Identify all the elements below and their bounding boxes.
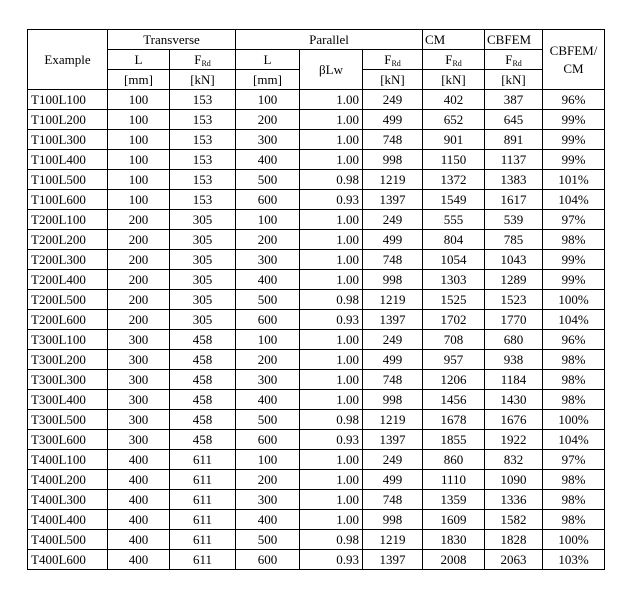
cell-example: T400L100: [28, 450, 108, 470]
cell-example: T200L400: [28, 270, 108, 290]
header-rd-subscript: Rd: [201, 58, 211, 68]
table-row: [28, 190, 605, 210]
cell-beta-lw: 1.00: [300, 450, 363, 470]
cell-ratio: 99%: [543, 150, 605, 170]
cell-transverse-frd: 611: [170, 470, 236, 490]
cell-transverse-length: 300: [108, 330, 170, 350]
cell-transverse-length: 200: [108, 230, 170, 250]
cell-cm-frd: 1702: [423, 310, 485, 330]
cell-parallel-frd: 249: [363, 450, 423, 470]
cell-cbfem-frd: 1090: [485, 470, 543, 490]
cell-transverse-length: 100: [108, 150, 170, 170]
cell-beta-lw: 1.00: [300, 490, 363, 510]
table-row: [28, 230, 605, 250]
cell-cbfem-frd: 539: [485, 210, 543, 230]
cell-beta-lw: 1.00: [300, 90, 363, 110]
cell-cm-frd: 1609: [423, 510, 485, 530]
header-rd-subscript: Rd: [512, 58, 522, 68]
cell-cbfem-frd: 1184: [485, 370, 543, 390]
cell-example: T200L500: [28, 290, 108, 310]
cell-example: T200L100: [28, 210, 108, 230]
table-row: [28, 430, 605, 450]
cell-cm-frd: 1830: [423, 530, 485, 550]
cell-transverse-length: 300: [108, 430, 170, 450]
cell-cbfem-frd: 1430: [485, 390, 543, 410]
cell-ratio: 101%: [543, 170, 605, 190]
cell-transverse-frd: 305: [170, 310, 236, 330]
cell-cbfem-frd: 1617: [485, 190, 543, 210]
cell-transverse-length: 200: [108, 290, 170, 310]
cell-cm-frd: 402: [423, 90, 485, 110]
cell-cbfem-frd: 1043: [485, 250, 543, 270]
cell-transverse-frd: 458: [170, 370, 236, 390]
cell-example: T300L200: [28, 350, 108, 370]
cell-ratio: 103%: [543, 550, 605, 570]
cell-transverse-length: 400: [108, 470, 170, 490]
cell-beta-lw: 1.00: [300, 470, 363, 490]
cell-beta-lw: 1.00: [300, 130, 363, 150]
cell-example: T200L600: [28, 310, 108, 330]
cell-cbfem-frd: 1922: [485, 430, 543, 450]
cell-cm-frd: 1303: [423, 270, 485, 290]
cell-parallel-frd: 998: [363, 510, 423, 530]
cell-transverse-length: 400: [108, 530, 170, 550]
table-header: [28, 30, 605, 90]
cell-beta-lw: 1.00: [300, 250, 363, 270]
cell-cbfem-frd: 1289: [485, 270, 543, 290]
cell-parallel-length: 500: [236, 290, 300, 310]
cell-parallel-length: 400: [236, 510, 300, 530]
cell-ratio: 99%: [543, 270, 605, 290]
table-row: [28, 270, 605, 290]
cell-parallel-frd: 998: [363, 270, 423, 290]
header-transverse-frd: [170, 50, 236, 70]
header-cm: CM: [423, 30, 485, 50]
table-row: [28, 510, 605, 530]
cell-transverse-frd: 305: [170, 230, 236, 250]
cell-parallel-length: 200: [236, 230, 300, 250]
cell-parallel-length: 100: [236, 330, 300, 350]
cell-example: T100L600: [28, 190, 108, 210]
header-cm-frd: [423, 50, 485, 70]
cell-beta-lw: 1.00: [300, 150, 363, 170]
cell-parallel-frd: 1219: [363, 530, 423, 550]
cell-transverse-length: 200: [108, 310, 170, 330]
header-unit-mm: [mm]: [108, 70, 170, 90]
cell-parallel-length: 100: [236, 450, 300, 470]
cell-beta-lw: 1.00: [300, 510, 363, 530]
cell-ratio: 98%: [543, 230, 605, 250]
cell-ratio: 98%: [543, 390, 605, 410]
cell-cm-frd: 1855: [423, 430, 485, 450]
cell-example: T400L600: [28, 550, 108, 570]
header-unit-mm: [mm]: [236, 70, 300, 90]
cell-parallel-frd: 1397: [363, 190, 423, 210]
cell-cm-frd: 1678: [423, 410, 485, 430]
cell-example: T200L200: [28, 230, 108, 250]
header-unit-kn: [kN]: [363, 70, 423, 90]
cell-parallel-length: 400: [236, 150, 300, 170]
cell-transverse-frd: 611: [170, 530, 236, 550]
cell-parallel-length: 200: [236, 110, 300, 130]
cell-parallel-length: 300: [236, 490, 300, 510]
header-unit-kn: [kN]: [423, 70, 485, 90]
results-table: [27, 29, 605, 570]
cell-parallel-frd: 249: [363, 330, 423, 350]
cell-cbfem-frd: 832: [485, 450, 543, 470]
cell-parallel-frd: 499: [363, 470, 423, 490]
table-row: [28, 210, 605, 230]
cell-ratio: 98%: [543, 490, 605, 510]
cell-transverse-frd: 611: [170, 550, 236, 570]
cell-ratio: 96%: [543, 330, 605, 350]
table-body: [28, 90, 605, 570]
cell-parallel-length: 500: [236, 410, 300, 430]
cell-transverse-frd: 153: [170, 110, 236, 130]
cell-parallel-length: 600: [236, 310, 300, 330]
table-row: [28, 390, 605, 410]
cell-cm-frd: 860: [423, 450, 485, 470]
cell-beta-lw: 0.93: [300, 310, 363, 330]
cell-transverse-length: 300: [108, 350, 170, 370]
cell-beta-lw: 0.98: [300, 170, 363, 190]
cell-beta-lw: 0.98: [300, 530, 363, 550]
table-row: [28, 450, 605, 470]
cell-transverse-length: 100: [108, 110, 170, 130]
header-unit-kn: [kN]: [485, 70, 543, 90]
cell-ratio: 100%: [543, 530, 605, 550]
cell-parallel-length: 600: [236, 190, 300, 210]
cell-parallel-length: 400: [236, 270, 300, 290]
cell-cm-frd: 1456: [423, 390, 485, 410]
cell-transverse-frd: 153: [170, 170, 236, 190]
table-row: [28, 550, 605, 570]
cell-parallel-frd: 1397: [363, 550, 423, 570]
cell-parallel-frd: 1219: [363, 170, 423, 190]
header-transverse: Transverse: [108, 30, 236, 50]
table-row: [28, 130, 605, 150]
cell-cbfem-frd: 1523: [485, 290, 543, 310]
cell-cbfem-frd: 1383: [485, 170, 543, 190]
cell-beta-lw: 0.98: [300, 290, 363, 310]
cell-ratio: 99%: [543, 110, 605, 130]
cell-example: T100L300: [28, 130, 108, 150]
cell-parallel-frd: 499: [363, 230, 423, 250]
table-row: [28, 410, 605, 430]
cell-parallel-length: 600: [236, 430, 300, 450]
cell-beta-lw: 0.93: [300, 430, 363, 450]
cell-transverse-length: 400: [108, 550, 170, 570]
cell-transverse-frd: 458: [170, 350, 236, 370]
cell-parallel-frd: 998: [363, 390, 423, 410]
cell-parallel-frd: 1219: [363, 410, 423, 430]
cell-ratio: 99%: [543, 130, 605, 150]
cell-cbfem-frd: 387: [485, 90, 543, 110]
cell-beta-lw: 1.00: [300, 210, 363, 230]
cell-cbfem-frd: 785: [485, 230, 543, 250]
cell-parallel-length: 600: [236, 550, 300, 570]
header-rd-subscript: Rd: [452, 58, 462, 68]
cell-cm-frd: 1110: [423, 470, 485, 490]
table-row: [28, 490, 605, 510]
cell-beta-lw: 0.93: [300, 190, 363, 210]
header-parallel-frd: [363, 50, 423, 70]
cell-parallel-frd: 748: [363, 250, 423, 270]
cell-parallel-length: 100: [236, 90, 300, 110]
cell-transverse-length: 100: [108, 190, 170, 210]
table-row: [28, 350, 605, 370]
cell-parallel-frd: 748: [363, 370, 423, 390]
cell-cm-frd: 2008: [423, 550, 485, 570]
cell-cbfem-frd: 680: [485, 330, 543, 350]
cell-example: T300L500: [28, 410, 108, 430]
cell-ratio: 98%: [543, 370, 605, 390]
cell-transverse-frd: 305: [170, 270, 236, 290]
cell-example: T300L300: [28, 370, 108, 390]
cell-parallel-length: 500: [236, 170, 300, 190]
cell-transverse-length: 200: [108, 210, 170, 230]
header-rd-subscript: Rd: [391, 58, 401, 68]
cell-parallel-frd: 748: [363, 130, 423, 150]
cell-beta-lw: 1.00: [300, 390, 363, 410]
cell-cbfem-frd: 891: [485, 130, 543, 150]
cell-ratio: 98%: [543, 510, 605, 530]
cell-ratio: 104%: [543, 310, 605, 330]
cell-parallel-length: 100: [236, 210, 300, 230]
cell-transverse-frd: 153: [170, 90, 236, 110]
cell-example: T100L200: [28, 110, 108, 130]
table-row: [28, 310, 605, 330]
header-f-symbol: F: [194, 51, 202, 67]
cell-transverse-length: 200: [108, 250, 170, 270]
cell-beta-lw: 0.93: [300, 550, 363, 570]
cell-transverse-length: 400: [108, 510, 170, 530]
cell-parallel-frd: 998: [363, 150, 423, 170]
cell-cm-frd: 804: [423, 230, 485, 250]
header-ratio-line1: CBFEM/: [549, 42, 598, 58]
cell-cm-frd: 901: [423, 130, 485, 150]
cell-parallel-length: 500: [236, 530, 300, 550]
cell-beta-lw: 0.98: [300, 410, 363, 430]
cell-parallel-frd: 1219: [363, 290, 423, 310]
cell-ratio: 100%: [543, 410, 605, 430]
cell-parallel-length: 200: [236, 470, 300, 490]
cell-transverse-frd: 611: [170, 510, 236, 530]
header-cbfem: CBFEM: [485, 30, 543, 50]
cell-beta-lw: 1.00: [300, 110, 363, 130]
cell-ratio: 97%: [543, 210, 605, 230]
cell-cm-frd: 652: [423, 110, 485, 130]
table-row: [28, 150, 605, 170]
header-cbfem-frd: [485, 50, 543, 70]
table-row: [28, 170, 605, 190]
cell-example: T400L400: [28, 510, 108, 530]
cell-cm-frd: 1549: [423, 190, 485, 210]
cell-cm-frd: 1359: [423, 490, 485, 510]
cell-transverse-frd: 458: [170, 390, 236, 410]
cell-parallel-length: 300: [236, 250, 300, 270]
header-transverse-length: L: [108, 50, 170, 70]
cell-example: T100L400: [28, 150, 108, 170]
cell-transverse-length: 300: [108, 410, 170, 430]
cell-example: T300L600: [28, 430, 108, 450]
cell-example: T400L200: [28, 470, 108, 490]
cell-cm-frd: 555: [423, 210, 485, 230]
cell-transverse-length: 400: [108, 490, 170, 510]
cell-cm-frd: 1525: [423, 290, 485, 310]
cell-ratio: 104%: [543, 430, 605, 450]
cell-cbfem-frd: 1582: [485, 510, 543, 530]
cell-parallel-frd: 249: [363, 210, 423, 230]
header-beta-lw: βLw: [300, 50, 363, 90]
cell-transverse-frd: 611: [170, 450, 236, 470]
cell-transverse-frd: 153: [170, 130, 236, 150]
header-f-symbol: F: [384, 51, 392, 67]
cell-transverse-length: 300: [108, 370, 170, 390]
cell-parallel-frd: 499: [363, 110, 423, 130]
table-row: [28, 330, 605, 350]
cell-example: T100L100: [28, 90, 108, 110]
table-row: [28, 370, 605, 390]
cell-parallel-length: 300: [236, 130, 300, 150]
header-parallel: Parallel: [236, 30, 423, 50]
cell-example: T200L300: [28, 250, 108, 270]
cell-transverse-frd: 305: [170, 210, 236, 230]
cell-transverse-frd: 305: [170, 290, 236, 310]
table-row: [28, 90, 605, 110]
cell-parallel-length: 300: [236, 370, 300, 390]
cell-cm-frd: 957: [423, 350, 485, 370]
cell-beta-lw: 1.00: [300, 230, 363, 250]
cell-ratio: 100%: [543, 290, 605, 310]
cell-transverse-frd: 153: [170, 190, 236, 210]
cell-transverse-length: 400: [108, 450, 170, 470]
table-row: [28, 250, 605, 270]
cell-transverse-length: 300: [108, 390, 170, 410]
cell-cbfem-frd: 2063: [485, 550, 543, 570]
header-unit-kn: [kN]: [170, 70, 236, 90]
cell-example: T300L100: [28, 330, 108, 350]
cell-transverse-length: 200: [108, 270, 170, 290]
cell-ratio: 97%: [543, 450, 605, 470]
cell-cm-frd: 708: [423, 330, 485, 350]
cell-ratio: 98%: [543, 350, 605, 370]
cell-parallel-frd: 1397: [363, 310, 423, 330]
cell-cbfem-frd: 1828: [485, 530, 543, 550]
header-ratio: [543, 30, 605, 90]
cell-cm-frd: 1054: [423, 250, 485, 270]
cell-parallel-frd: 748: [363, 490, 423, 510]
cell-cm-frd: 1372: [423, 170, 485, 190]
cell-transverse-frd: 305: [170, 250, 236, 270]
cell-transverse-length: 100: [108, 130, 170, 150]
cell-ratio: 96%: [543, 90, 605, 110]
table-row: [28, 530, 605, 550]
cell-cbfem-frd: 1676: [485, 410, 543, 430]
cell-transverse-frd: 458: [170, 330, 236, 350]
cell-cbfem-frd: 1770: [485, 310, 543, 330]
cell-example: T100L500: [28, 170, 108, 190]
table-row: [28, 290, 605, 310]
cell-cbfem-frd: 645: [485, 110, 543, 130]
cell-parallel-length: 400: [236, 390, 300, 410]
cell-cm-frd: 1206: [423, 370, 485, 390]
cell-transverse-frd: 611: [170, 490, 236, 510]
header-example: Example: [28, 30, 108, 90]
cell-cbfem-frd: 938: [485, 350, 543, 370]
cell-ratio: 98%: [543, 470, 605, 490]
header-ratio-line2: CM: [563, 60, 584, 76]
cell-beta-lw: 1.00: [300, 350, 363, 370]
cell-example: T400L500: [28, 530, 108, 550]
cell-parallel-frd: 249: [363, 90, 423, 110]
cell-transverse-length: 100: [108, 90, 170, 110]
header-f-symbol: F: [445, 51, 453, 67]
header-f-symbol: F: [505, 51, 513, 67]
cell-cm-frd: 1150: [423, 150, 485, 170]
cell-example: T400L300: [28, 490, 108, 510]
cell-parallel-frd: 499: [363, 350, 423, 370]
cell-example: T300L400: [28, 390, 108, 410]
table-row: [28, 470, 605, 490]
cell-ratio: 99%: [543, 250, 605, 270]
cell-cbfem-frd: 1336: [485, 490, 543, 510]
cell-parallel-length: 200: [236, 350, 300, 370]
cell-beta-lw: 1.00: [300, 370, 363, 390]
cell-transverse-length: 100: [108, 170, 170, 190]
cell-cbfem-frd: 1137: [485, 150, 543, 170]
cell-ratio: 104%: [543, 190, 605, 210]
cell-beta-lw: 1.00: [300, 270, 363, 290]
cell-transverse-frd: 458: [170, 430, 236, 450]
cell-transverse-frd: 458: [170, 410, 236, 430]
header-parallel-length: L: [236, 50, 300, 70]
cell-beta-lw: 1.00: [300, 330, 363, 350]
cell-parallel-frd: 1397: [363, 430, 423, 450]
cell-transverse-frd: 153: [170, 150, 236, 170]
table-row: [28, 110, 605, 130]
